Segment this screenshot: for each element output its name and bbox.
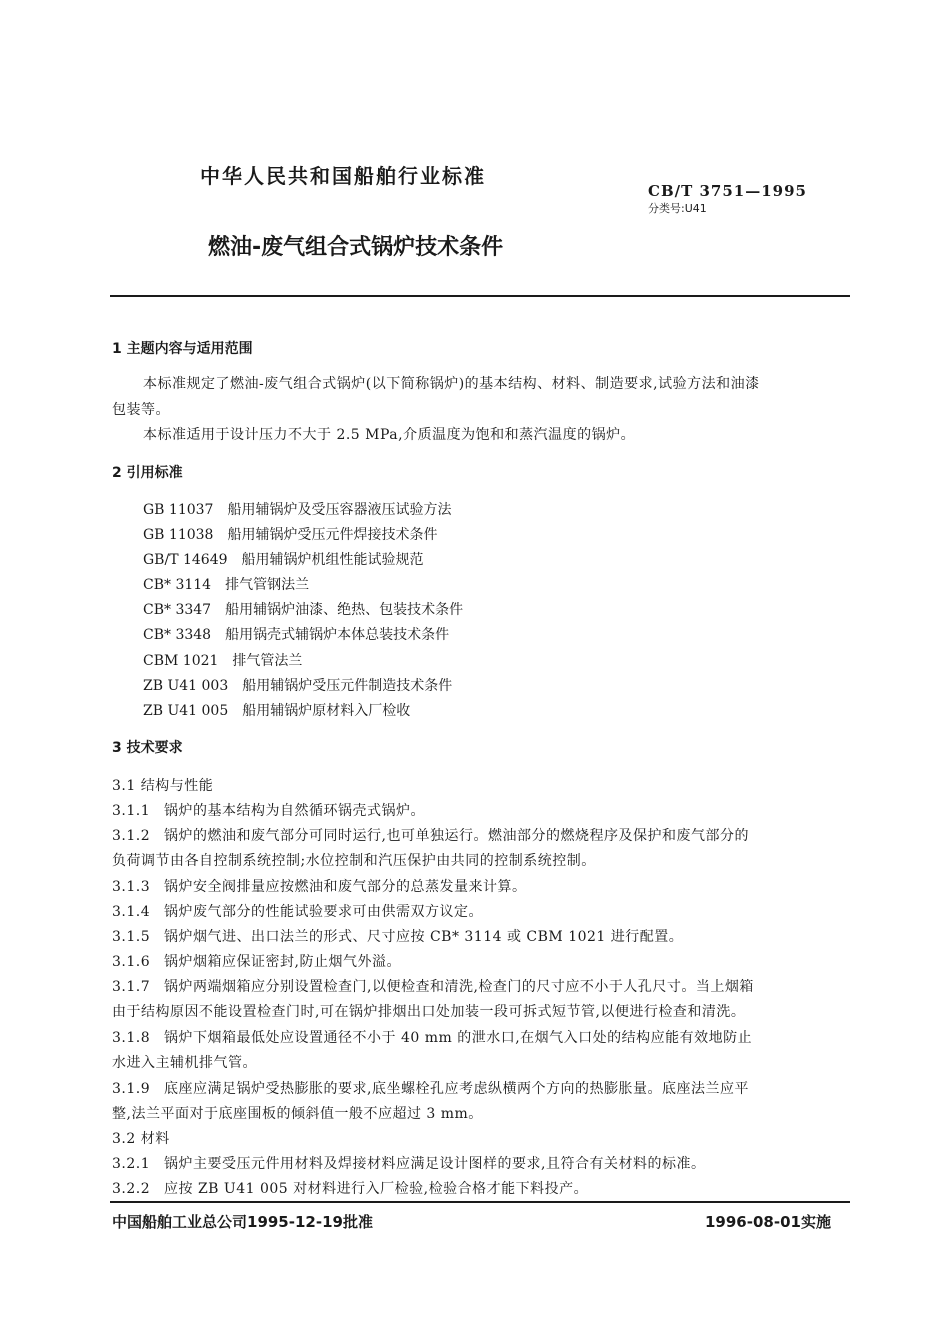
- clause-3-1-8: [112, 1027, 752, 1047]
- clause-number: 3.1.7: [112, 979, 151, 995]
- classification-number: 分类号:U41: [648, 202, 707, 215]
- reference-title: 排气管法兰: [232, 653, 303, 669]
- clause-text: 锅炉的基本结构为自然循环锅壳式锅炉。: [164, 803, 425, 819]
- clause-number: 3.1.8: [112, 1030, 151, 1046]
- reference-code: CB* 3114: [143, 577, 212, 593]
- approval-info: 中国船舶工业总公司1995-12-19批准: [112, 1213, 373, 1231]
- clause-3-1-2-line-2: 负荷调节由各自控制系统控制;水位控制和汽压保护由共同的控制系统控制。: [112, 853, 596, 869]
- clause-number: 3.1.1: [112, 803, 151, 819]
- reference-item: [143, 624, 449, 644]
- clause-text: 锅炉烟气进、出口法兰的形式、尺寸应按 CB* 3114 或 CBM 1021 进行配置。: [164, 929, 684, 945]
- reference-title: 船用辅锅炉油漆、绝热、包装技术条件: [225, 602, 464, 618]
- header-divider: [110, 295, 850, 297]
- clause-number: 3.1.6: [112, 954, 151, 970]
- section-2-heading: 2 引用标准: [112, 465, 183, 481]
- reference-code: CB* 3347: [143, 602, 212, 618]
- implementation-date: 1996-08-01实施: [705, 1213, 831, 1231]
- clause-3-1-9: [112, 1078, 749, 1098]
- reference-item: [143, 524, 437, 544]
- reference-item: [143, 574, 309, 594]
- clause-text: 锅炉下烟箱最低处应设置通径不小于 40 mm 的泄水口,在烟气入口处的结构应能有效地防止: [164, 1030, 753, 1046]
- section-3-heading: 3 技术要求: [112, 740, 183, 756]
- section-1-paragraph-1-line-1: 本标准规定了燃油-废气组合式锅炉(以下简称锅炉)的基本结构、材料、制造要求,试验方法和油漆: [143, 376, 760, 392]
- reference-code: GB/T 14649: [143, 552, 228, 568]
- clause-text: 锅炉主要受压元件用材料及焊接材料应满足设计图样的要求,且符合有关材料的标准。: [164, 1156, 706, 1172]
- clause-number: 3.1.3: [112, 879, 151, 895]
- reference-title: 排气管钢法兰: [225, 577, 310, 593]
- clause-3-1-6: [112, 951, 401, 971]
- reference-code: CB* 3348: [143, 627, 212, 643]
- clause-3-1-2: [112, 825, 749, 845]
- clause-text: 锅炉烟箱应保证密封,防止烟气外溢。: [164, 954, 401, 970]
- reference-title: 船用辅锅炉机组性能试验规范: [241, 552, 424, 568]
- clause-3-1-4: [112, 901, 483, 921]
- subsection-3-1-heading: 3.1 结构与性能: [112, 778, 214, 794]
- subsection-3-2-heading: 3.2 材料: [112, 1131, 170, 1147]
- clause-text: 锅炉两端烟箱应分别设置检查门,以便检查和清洗,检查门的尺寸应不小于人孔尺寸。当上烟箱: [164, 979, 754, 995]
- clause-number: 3.1.2: [112, 828, 151, 844]
- clause-3-1-7: [112, 976, 754, 996]
- reference-code: GB 11037: [143, 502, 214, 518]
- clause-3-1-7-line-2: 由于结构原因不能设置检查门时,可在锅炉排烟出口处加装一段可拆式短节管,以便进行检查和清洗。: [112, 1004, 746, 1020]
- reference-item: [143, 700, 410, 720]
- reference-code: ZB U41 003: [143, 678, 229, 694]
- section-1-heading: 1 主题内容与适用范围: [112, 341, 253, 357]
- clause-3-1-9-line-2: 整,法兰平面对于底座围板的倾斜值一般不应超过 3 mm。: [112, 1106, 483, 1122]
- section-1-paragraph-1-line-2: 包装等。: [112, 402, 170, 418]
- standard-title: 中华人民共和国船舶行业标准: [200, 164, 486, 188]
- clause-number: 3.1.9: [112, 1081, 151, 1097]
- document-title: 燃油-废气组合式锅炉技术条件: [208, 235, 504, 260]
- clause-3-2-1: [112, 1153, 705, 1173]
- reference-code: GB 11038: [143, 527, 214, 543]
- section-1-paragraph-2: 本标准适用于设计压力不大于 2.5 MPa,介质温度为饱和和蒸汽温度的锅炉。: [143, 427, 636, 443]
- clause-text: 底座应满足锅炉受热膨胀的要求,底坐螺栓孔应考虑纵横两个方向的热膨胀量。底座法兰应平: [164, 1081, 749, 1097]
- clause-number: 3.1.5: [112, 929, 151, 945]
- reference-title: 船用锅壳式辅锅炉本体总装技术条件: [225, 627, 450, 643]
- clause-text: 应按 ZB U41 005 对材料进行入厂检验,检验合格才能下料投产。: [164, 1181, 589, 1197]
- reference-item: [143, 650, 302, 670]
- reference-title: 船用辅锅炉受压元件制造技术条件: [242, 678, 453, 694]
- clause-3-1-1: [112, 800, 425, 820]
- reference-item: [143, 675, 452, 695]
- reference-item: [143, 549, 424, 569]
- clause-number: 3.2.2: [112, 1181, 151, 1197]
- reference-title: 船用辅锅炉及受压容器液压试验方法: [227, 502, 452, 518]
- footer-divider: [110, 1201, 850, 1203]
- clause-3-1-8-line-2: 水进入主辅机排气管。: [112, 1055, 257, 1071]
- reference-title: 船用辅锅炉原材料入厂检收: [242, 703, 411, 719]
- reference-code: CBM 1021: [143, 653, 219, 669]
- reference-item: [143, 599, 463, 619]
- clause-number: 3.2.1: [112, 1156, 151, 1172]
- reference-item: [143, 499, 451, 519]
- reference-title: 船用辅锅炉受压元件焊接技术条件: [227, 527, 438, 543]
- clause-3-1-5: [112, 926, 683, 946]
- standard-code: CB/T 3751—1995: [648, 182, 807, 200]
- clause-3-2-2: [112, 1178, 588, 1198]
- clause-number: 3.1.4: [112, 904, 151, 920]
- reference-code: ZB U41 005: [143, 703, 229, 719]
- clause-text: 锅炉的燃油和废气部分可同时运行,也可单独运行。燃油部分的燃烧程序及保护和废气部分的: [164, 828, 749, 844]
- clause-text: 锅炉废气部分的性能试验要求可由供需双方议定。: [164, 904, 483, 920]
- clause-3-1-3: [112, 876, 527, 896]
- clause-text: 锅炉安全阀排量应按燃油和废气部分的总蒸发量来计算。: [164, 879, 527, 895]
